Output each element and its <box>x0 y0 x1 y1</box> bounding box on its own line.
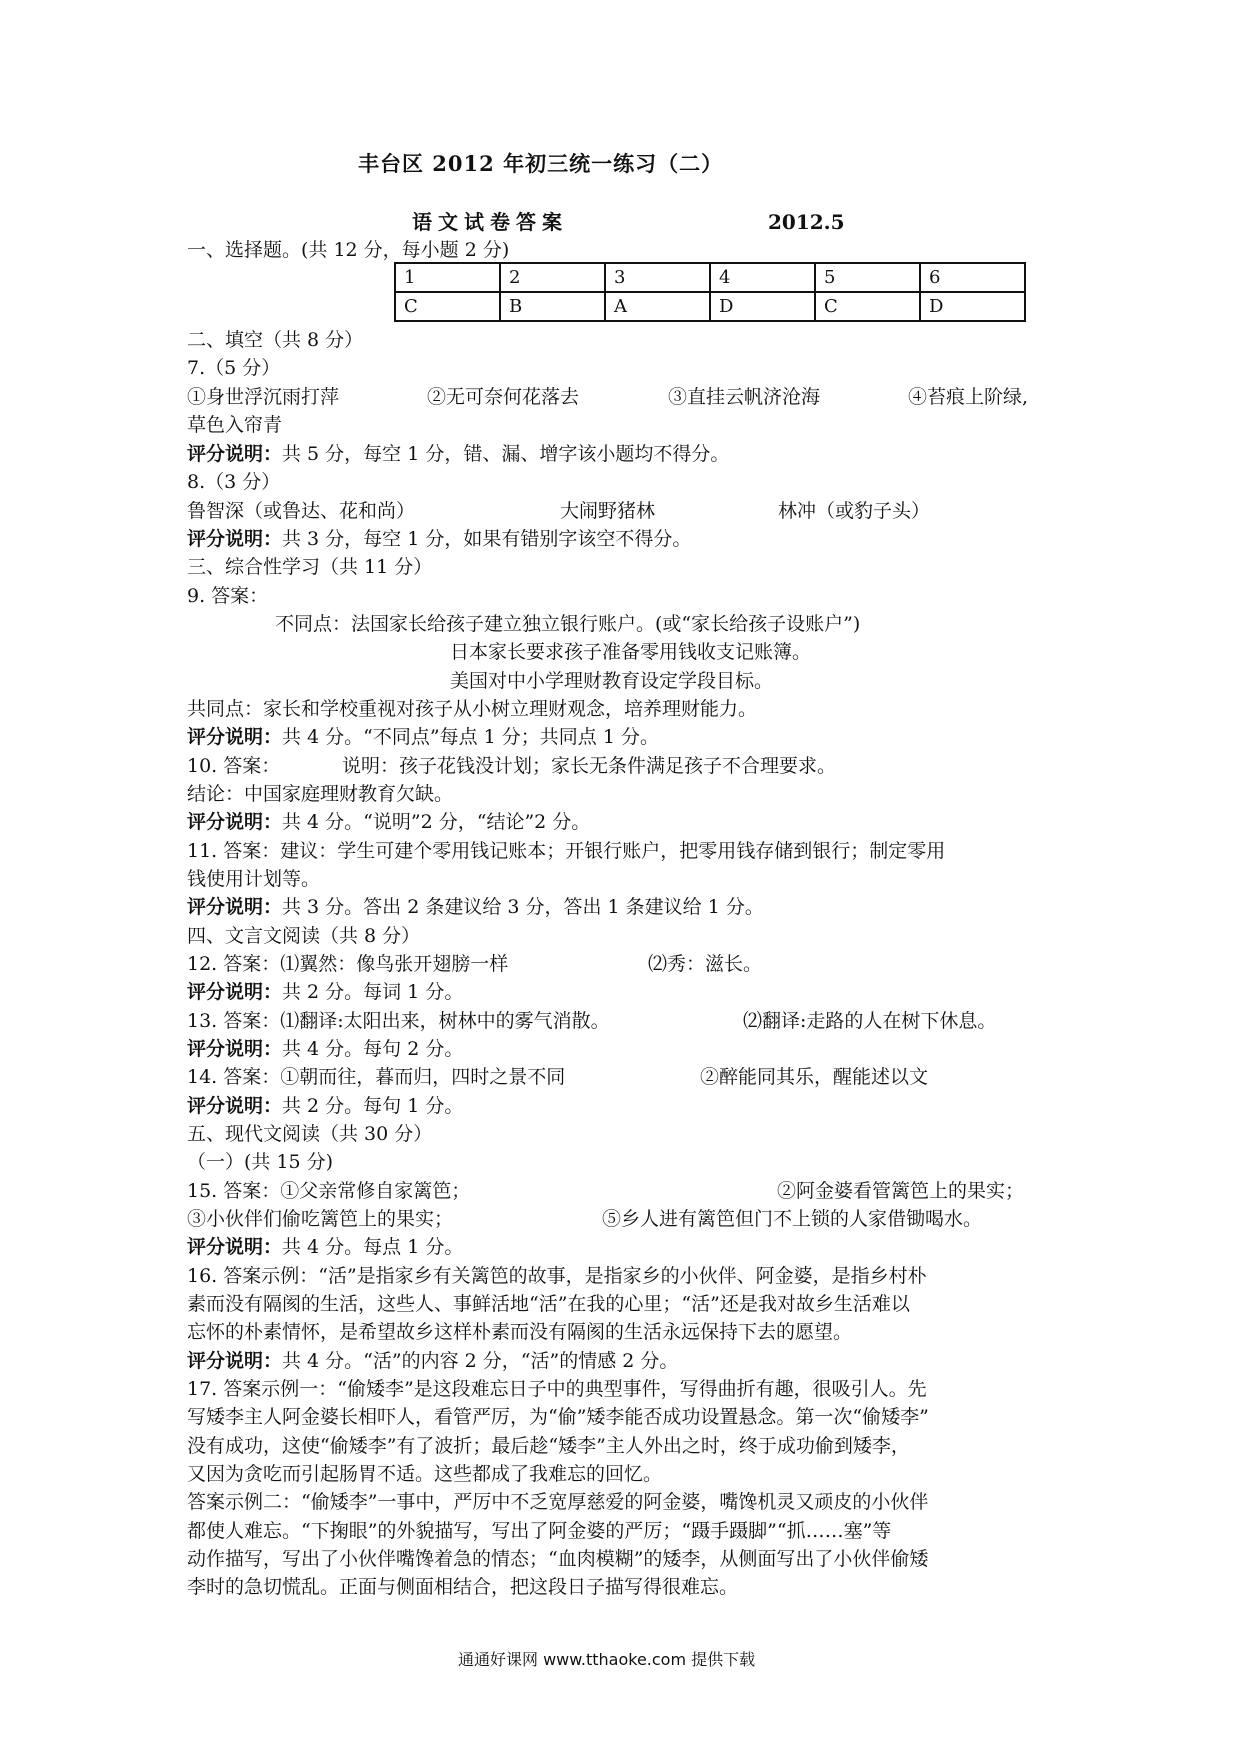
section5-heading: 五、现代文阅读（共 30 分） <box>187 1123 433 1145</box>
answer-table-number-row <box>395 263 1025 292</box>
score-label: 评分说明： <box>187 443 283 465</box>
q7-answer-1: ①身世浮沉雨打萍 <box>187 386 340 408</box>
q15-answer-5: ⑤乡人进有篱笆但门不上锁的人家借锄喝水。 <box>602 1208 983 1230</box>
score-label: 评分说明： <box>187 1038 283 1060</box>
q9-difference-2: 日本家长要求孩子准备零用钱收支记账簿。 <box>450 641 812 663</box>
table-cell-number: 3 <box>605 263 710 292</box>
q16-line-3: 忘怀的朴素情怀，是希望故乡这样朴素而没有隔阂的生活永远保持下去的愿望。 <box>187 1321 853 1343</box>
q14-score <box>187 1092 463 1120</box>
q7-answer-2: ②无可奈何花落去 <box>427 386 580 408</box>
q11-score <box>187 893 764 921</box>
section3-heading: 三、综合性学习（共 11 分） <box>187 556 433 578</box>
score-text: 共 3 分。答出 2 条建议给 3 分，答出 1 条建议给 1 分。 <box>282 896 764 918</box>
score-text: 共 4 分。“活”的内容 2 分，“活”的情感 2 分。 <box>282 1350 679 1372</box>
q15-answer-3: ③小伙伴们偷吃篱笆上的果实； <box>187 1208 454 1230</box>
score-label: 评分说明： <box>187 726 283 748</box>
section4-heading: 四、文言文阅读（共 8 分） <box>187 925 421 947</box>
q7-answer-3: ③直挂云帆济沧海 <box>668 386 821 408</box>
q8-answer-2: 大闹野猪林 <box>560 500 656 522</box>
score-text: 共 4 分。每点 1 分。 <box>282 1236 464 1258</box>
q13-answer-2: ⑵翻译:走路的人在树下休息。 <box>743 1010 997 1032</box>
score-text: 共 2 分。每词 1 分。 <box>282 981 464 1003</box>
table-cell-answer: C <box>395 292 500 321</box>
q17-line-4: 又因为贪吃而引起肠胃不适。这些都成了我难忘的回忆。 <box>187 1463 663 1485</box>
q9-label: 9. 答案： <box>187 585 269 607</box>
q12-answer-2: ⑵秀：滋长。 <box>648 953 763 975</box>
q17-line-5: 答案示例二：“偷矮李”一事中，严厉中不乏宽厚慈爱的阿金婆，嘴馋机灵又顽皮的小伙伴 <box>187 1491 929 1513</box>
answer-table-answer-row <box>395 292 1025 321</box>
score-text: 共 4 分。“说明”2 分，“结论”2 分。 <box>282 811 591 833</box>
q17-line-7: 动作描写，写出了小伙伴嘴馋着急的情态；“血肉模糊”的矮李，从侧面写出了小伙伴偷矮 <box>187 1548 929 1570</box>
q12-score <box>187 978 463 1006</box>
score-text: 共 5 分，每空 1 分，错、漏、增字该小题均不得分。 <box>282 443 730 465</box>
score-text: 共 4 分。每句 2 分。 <box>282 1038 464 1060</box>
table-cell-number: 6 <box>920 263 1025 292</box>
q17-line-8: 李时的急切慌乱。正面与侧面相结合，把这段日子描写得很难忘。 <box>187 1576 739 1598</box>
q14-answer-2: ②醉能同其乐，醒能述以文 <box>700 1066 929 1088</box>
q8-answer-3: 林冲（或豹子头） <box>778 500 931 522</box>
q10-explain: 说明：孩子花钱没计划；家长无条件满足孩子不合理要求。 <box>342 755 837 777</box>
q17-line-2: 写矮李主人阿金婆长相吓人，看管严厉，为“偷”矮李能否成功设置悬念。第一次“偷矮李” <box>187 1406 929 1428</box>
section1-heading: 一、选择题。(共 12 分，每小题 2 分) <box>187 239 510 261</box>
score-label: 评分说明： <box>187 1350 283 1372</box>
table-cell-answer: C <box>815 292 920 321</box>
q15-answer-1: 15. 答案：①父亲常修自家篱笆； <box>187 1180 471 1202</box>
section5-subheading: （一）(共 15 分) <box>187 1151 334 1173</box>
q17-line-6: 都使人难忘。“下掬眼”的外貌描写，写出了阿金婆的严厉；“蹑手蹑脚”“抓……塞”等 <box>187 1520 892 1542</box>
table-cell-number: 4 <box>710 263 815 292</box>
q10-conclusion: 结论：中国家庭理财教育欠缺。 <box>187 783 454 805</box>
q16-score <box>187 1347 678 1375</box>
page-title: 丰台区 2012 年初三统一练习（二） <box>358 151 724 176</box>
score-label: 评分说明： <box>187 528 283 550</box>
footer-text: 通通好课网 www.tthaoke.com 提供下载 <box>458 1650 756 1669</box>
score-label: 评分说明： <box>187 1236 283 1258</box>
q14-answer-1: 14. 答案：①朝而往，暮而归，四时之景不同 <box>187 1066 566 1088</box>
q11-line-2: 钱使用计划等。 <box>187 868 321 890</box>
score-text: 共 2 分。每句 1 分。 <box>282 1095 464 1117</box>
table-cell-number: 5 <box>815 263 920 292</box>
q9-difference-3: 美国对中小学理财教育设定学段目标。 <box>450 670 774 692</box>
q9-difference-1: 不同点：法国家长给孩子建立独立银行账户。(或“家长给孩子设账户”) <box>275 613 861 635</box>
q7-score <box>187 440 729 468</box>
table-cell-answer: D <box>710 292 815 321</box>
q11-line-1: 11. 答案：建议：学生可建个零用钱记账本；开银行账户，把零用钱存储到银行；制定零用 <box>187 840 946 862</box>
q8-answer-1: 鲁智深（或鲁达、花和尚） <box>187 500 416 522</box>
q9-score <box>187 723 659 751</box>
table-cell-number: 1 <box>395 263 500 292</box>
table-cell-number: 2 <box>500 263 605 292</box>
q13-score <box>187 1035 463 1063</box>
score-text: 共 4 分。“不同点”每点 1 分；共同点 1 分。 <box>282 726 659 748</box>
q10-label: 10. 答案： <box>187 755 281 777</box>
section2-heading: 二、填空（共 8 分） <box>187 329 364 351</box>
q10-score <box>187 808 590 836</box>
answer-table <box>394 262 1026 322</box>
score-label: 评分说明： <box>187 1095 283 1117</box>
table-cell-answer: B <box>500 292 605 321</box>
q8-label: 8.（3 分） <box>187 471 281 493</box>
table-cell-answer: D <box>920 292 1025 321</box>
q17-line-3: 没有成功，这使“偷矮李”有了波折；最后趁“矮李”主人外出之时，终于成功偷到矮李， <box>187 1435 910 1457</box>
document-date: 2012.5 <box>768 210 845 234</box>
q7-label: 7.（5 分） <box>187 357 281 379</box>
page-subtitle: 语文试卷答案 <box>412 210 568 234</box>
table-cell-answer: A <box>605 292 710 321</box>
score-label: 评分说明： <box>187 896 283 918</box>
q13-answer-1: 13. 答案：⑴翻译:太阳出来，树林中的雾气消散。 <box>187 1010 610 1032</box>
q15-answer-2: ②阿金婆看管篱笆上的果实； <box>777 1180 1025 1202</box>
score-label: 评分说明： <box>187 811 283 833</box>
q9-common: 共同点：家长和学校重视对孩子从小树立理财观念，培养理财能力。 <box>187 698 758 720</box>
score-label: 评分说明： <box>187 981 283 1003</box>
q17-line-1: 17. 答案示例一：“偷矮李”是这段难忘日子中的典型事件，写得曲折有趣，很吸引人。先 <box>187 1378 927 1400</box>
q16-line-1: 16. 答案示例：“活”是指家乡有关篱笆的故事，是指家乡的小伙伴、阿金婆，是指乡村朴 <box>187 1265 927 1287</box>
q7-answer-4-cont: 草色入帘青 <box>187 414 283 436</box>
q16-line-2: 素而没有隔阂的生活，这些人、事鲜活地“活”在我的心里；“活”还是我对故乡生活难以 <box>187 1293 910 1315</box>
q15-score <box>187 1233 463 1261</box>
score-text: 共 3 分，每空 1 分，如果有错别字该空不得分。 <box>282 528 692 550</box>
q7-answer-4: ④苔痕上阶绿, <box>908 386 1029 408</box>
q12-answer-1: 12. 答案：⑴翼然：像鸟张开翅膀一样 <box>187 953 509 975</box>
q8-score <box>187 525 691 553</box>
